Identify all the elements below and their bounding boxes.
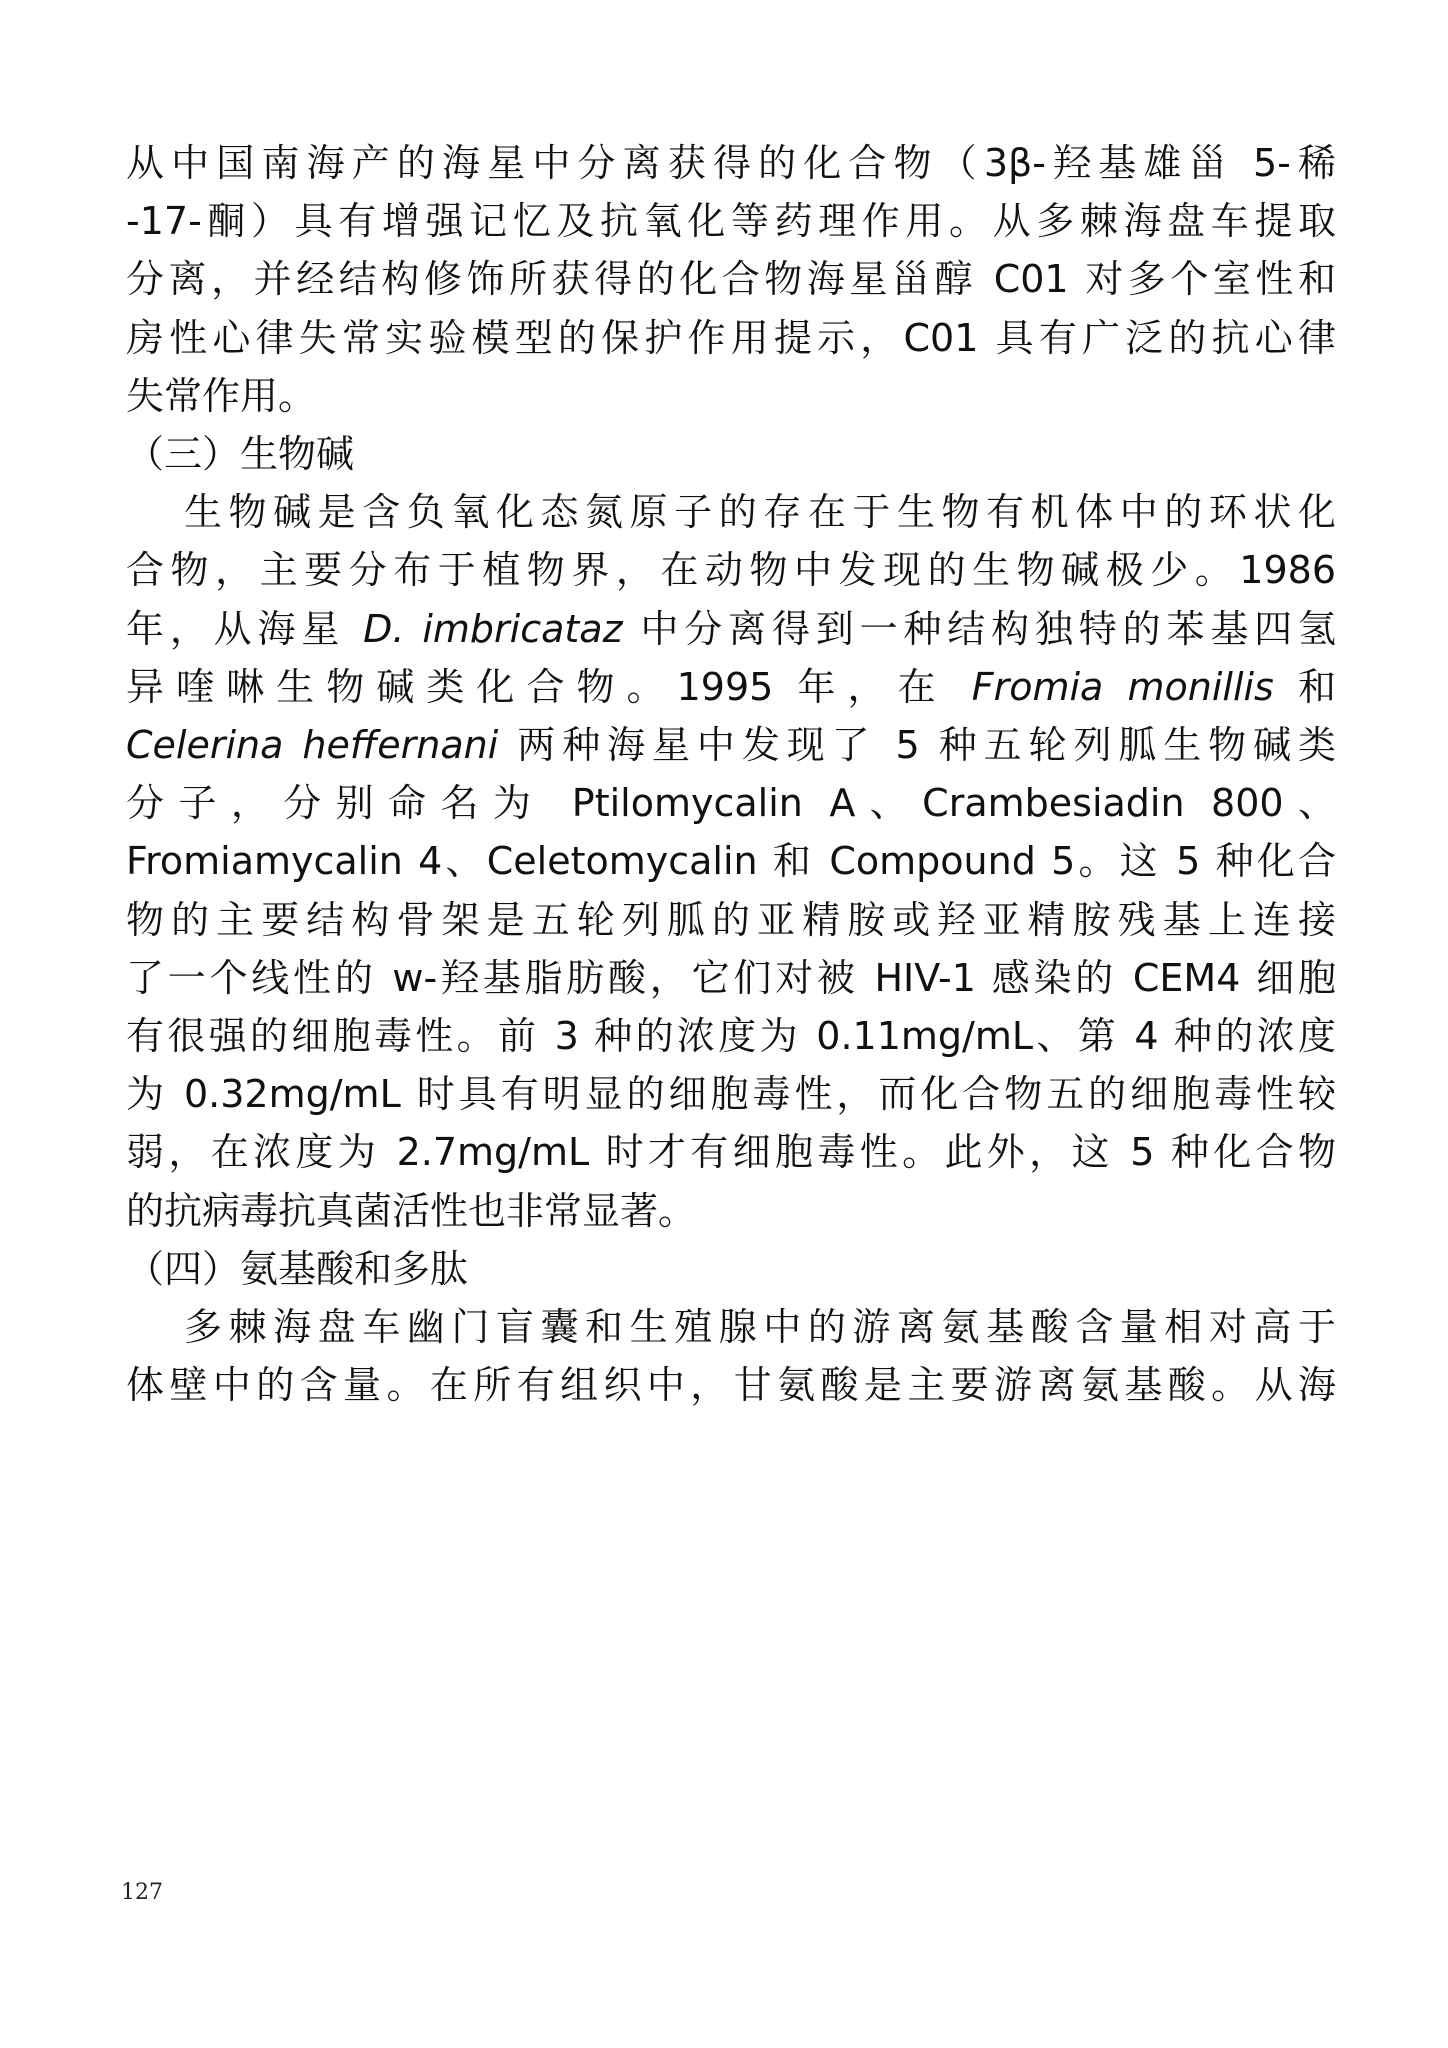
body-text-line: 分离，并经结构修饰所获得的化合物海星甾醇 C01 对多个室性和	[126, 257, 1336, 302]
body-text-line: -17-酮）具有增强记忆及抗氧化等药理作用。从多棘海盘车提取	[126, 199, 1336, 244]
body-text-line	[126, 715, 1336, 775]
body-text-line: 生物碱是含负氧化态氮原子的存在于生物有机体中的环状化	[184, 490, 1336, 535]
text-segment: 年，从海星	[126, 606, 364, 651]
page-number: 127	[121, 1880, 163, 1905]
body-text-line: 分子，分别命名为 Ptilomycalin A、Crambesiadin 800、	[126, 781, 1336, 826]
body-text-line: 多棘海盘车幽门盲囊和生殖腺中的游离氨基酸含量相对高于	[184, 1305, 1336, 1349]
body-text-line: 弱，在浓度为 2.7mg/mL 时才有细胞毒性。此外，这 5 种化合物	[126, 1130, 1336, 1175]
body-text-line: 失常作用。	[126, 373, 317, 418]
text-segment: 异喹啉生物碱类化合物。1995 年，在	[126, 664, 972, 709]
body-text-line	[126, 657, 1336, 717]
section-heading: （四）氨基酸和多肽	[126, 1246, 469, 1291]
species-name: D. imbricataz	[363, 606, 623, 651]
body-text-line: 物的主要结构骨架是五轮列胍的亚精胺或羟亚精胺残基上连接	[126, 897, 1336, 942]
body-text-line: 有很强的细胞毒性。前 3 种的浓度为 0.11mg/mL、第 4 种的浓度	[126, 1014, 1336, 1058]
body-text-line	[126, 599, 1336, 659]
text-segment: 中分离得到一种结构独特的苯基四氢	[622, 606, 1336, 651]
body-text-line: 为 0.32mg/mL 时具有明显的细胞毒性，而化合物五的细胞毒性较	[126, 1072, 1336, 1117]
text-segment: 两种海星中发现了 5 种五轮列胍生物碱类	[498, 723, 1336, 767]
section-heading: （三）生物碱	[126, 432, 355, 476]
body-text-line: 从中国南海产的海星中分离获得的化合物（3β-羟基雄甾 5-稀	[126, 141, 1336, 185]
species-name: Celerina heffernani	[126, 723, 499, 767]
body-text-line: 的抗病毒抗真菌活性也非常显著。	[126, 1188, 697, 1233]
text-segment: 和	[1273, 664, 1336, 709]
body-text-line: 合物，主要分布于植物界，在动物中发现的生物碱极少。1986	[126, 548, 1336, 593]
body-text-line: Fromiamycalin 4、Celetomycalin 和 Compound 5。这 5 种化合	[126, 839, 1336, 884]
body-text-line: 了一个线性的 w-羟基脂肪酸，它们对被 HIV-1 感染的 CEM4 细胞	[126, 955, 1336, 1000]
body-text-line: 房性心律失常实验模型的保护作用提示，C01 具有广泛的抗心律	[126, 315, 1336, 360]
species-name: Fromia monillis	[971, 664, 1274, 709]
body-text-line: 体壁中的含量。在所有组织中，甘氨酸是主要游离氨基酸。从海	[126, 1363, 1336, 1408]
